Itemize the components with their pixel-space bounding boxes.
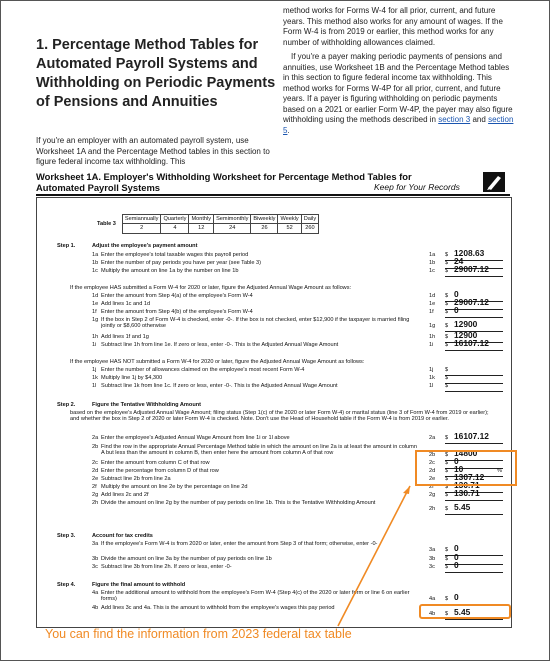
- line-text: Subtract line 1h from line 1e. If zero or less, enter -0-. This is the Adjusted Annual Wage Amount: [101, 342, 339, 348]
- box-number: 1i: [429, 342, 434, 348]
- dollar-sign: $: [445, 309, 449, 315]
- table-3-header: Quarterly: [161, 215, 189, 224]
- line-number: 1j: [92, 367, 97, 373]
- line-text: Figure the final amount to withhold: [92, 582, 186, 588]
- line-text: Add lines 2c and 2f: [101, 492, 149, 498]
- box-number: 3a: [429, 547, 436, 553]
- box-number: 3b: [429, 556, 436, 562]
- box-number: 1k: [429, 375, 435, 381]
- table-3-header: Monthly: [189, 215, 214, 224]
- line-number: 1d: [92, 293, 99, 299]
- dollar-sign: $: [445, 342, 449, 348]
- answer-value: 130.71: [454, 488, 480, 498]
- section-heading: 1. Percentage Method Tables for Automated Payroll Systems and Withholding on Periodic Payments of Pensions and Annuities: [36, 37, 276, 110]
- answer-value: 5.45: [454, 607, 471, 617]
- line-number: 2f: [92, 484, 97, 490]
- line-text: Multiply line 1j by $4,300: [101, 375, 163, 381]
- box-number: 1e: [429, 301, 436, 307]
- line-number: 1b: [92, 260, 99, 266]
- dollar-sign: $: [445, 252, 449, 258]
- box-number: 1f: [429, 309, 434, 315]
- answer-value: 130.71: [454, 480, 480, 490]
- line-number: 1l: [92, 383, 97, 389]
- table-3-header: Biweekly: [251, 215, 278, 224]
- box-number: 2f: [429, 484, 434, 490]
- line-number: 4b: [92, 605, 99, 611]
- step-label: Step 2.: [57, 402, 76, 408]
- box-number: 2e: [429, 476, 436, 482]
- dollar-sign: $: [445, 556, 449, 562]
- line-number: 2c: [92, 460, 98, 466]
- step-label: Step 4.: [57, 582, 76, 588]
- answer-value: 12900: [454, 330, 478, 340]
- line-text: If the employee's Form W-4 is from 2020 or later, enter the amount from Step 3 of that form; otherwise, enter -0-: [101, 541, 378, 547]
- line-text: Enter the additional amount to withhold from the employee's Form W-4 (Step 4(c) of the 2020 or later form or line 6 on earlier forms): [101, 590, 410, 603]
- answer-value: 10: [454, 464, 464, 474]
- line-text: If the box in Step 2 of Form W-4 is checked, enter -0-. If the box is not checked, enter $12,900 if the taxpayer is married filing jointly or $8,600 otherwise: [101, 317, 410, 330]
- answer-value: 0: [454, 289, 459, 299]
- line-text: Account for tax credits: [92, 533, 153, 539]
- line-number: 1g: [92, 317, 99, 323]
- line-text: Add lines 3c and 4a. This is the amount to withhold from the employee's wages this pay period: [101, 605, 335, 611]
- box-number: 2d: [429, 468, 436, 474]
- box-number: 2b: [429, 452, 436, 458]
- dollar-sign: $: [445, 492, 449, 498]
- line-number: 1f: [92, 309, 97, 315]
- line-number: 2d: [92, 468, 99, 474]
- line-number: 2e: [92, 476, 99, 482]
- box-number: 2c: [429, 460, 435, 466]
- section-3-link[interactable]: section 3: [438, 115, 471, 124]
- line-text: Enter the employee's Adjusted Annual Wage Amount from line 1i or 1l above: [101, 435, 290, 441]
- line-text: Enter the percentage from column D of that row: [101, 468, 219, 474]
- line-number: 3a: [92, 541, 99, 547]
- line-number: 3b: [92, 556, 99, 562]
- answer-value: 14800: [454, 448, 478, 458]
- answer-value: 1307.12: [454, 472, 485, 482]
- table-3-header: Daily: [301, 215, 318, 224]
- line-text: Subtract line 2b from line 2a: [101, 476, 171, 482]
- line-number: 2a: [92, 435, 99, 441]
- box-number: 1b: [429, 260, 436, 266]
- dollar-sign: $: [445, 468, 449, 474]
- table-3-value: 4: [161, 224, 189, 233]
- line-number: 1e: [92, 301, 99, 307]
- dollar-sign: $: [445, 383, 449, 389]
- line-text: If the employee HAS submitted a Form W-4 for 2020 or later, figure the Adjusted Annual Wage Amount as follows:: [70, 285, 352, 291]
- line-number: 1h: [92, 334, 99, 340]
- table-3-label: Table 3: [97, 220, 116, 227]
- dollar-sign: $: [445, 334, 449, 340]
- dollar-sign: $: [445, 375, 449, 381]
- table-3-value: 24: [214, 224, 251, 233]
- dollar-sign: $: [445, 484, 449, 490]
- intro-paragraph: If you're an employer with an automated payroll system, use Worksheet 1A and the Percentage Method tables in this section to figure federal income tax withholding. This: [36, 136, 270, 166]
- line-text: Multiply the amount on line 2e by the percentage on line 2d: [101, 484, 248, 490]
- line-text: based on the employee's Adjusted Annual Wage Amount; filing status (Step 1(c) of the 2020 or later Form W-4) or marital status (line 3 of Form W-4 from 2019 or earlier); and whether the box in Step 2 of 2020 or later Form W-4 is checked. Note. Don't use the Head of Household table if the Form W-4 is from 2019 or earlier.: [70, 410, 489, 423]
- period-text: .: [287, 125, 290, 135]
- box-number: 4a: [429, 596, 436, 602]
- dollar-sign: $: [445, 547, 449, 553]
- line-text: Find the row in the appropriate Annual Percentage Method table in which the amount on line 2a is at least the amount in column A but less than the amount in column B, then enter here the amount from column A of that row: [101, 444, 417, 457]
- answer-value: 0: [454, 552, 459, 562]
- dollar-sign: $: [445, 452, 449, 458]
- answer-value: 0: [454, 543, 459, 553]
- dollar-sign: $: [445, 476, 449, 482]
- answer-value: 29007.12: [454, 264, 489, 274]
- box-number: 3c: [429, 564, 435, 570]
- line-text: Subtract line 3b from line 2h. If zero or less, enter -0-: [101, 564, 232, 570]
- answer-value: 24: [454, 256, 464, 266]
- dollar-sign: $: [445, 596, 449, 602]
- answer-value: 16107.12: [454, 431, 489, 441]
- line-number: 2b: [92, 444, 99, 450]
- line-text: Enter the number of allowances claimed on the employee's most recent Form W-4: [101, 367, 305, 373]
- dollar-sign: $: [445, 460, 449, 466]
- answer-value: 16107.12: [454, 338, 489, 348]
- step-label: Step 3.: [57, 533, 76, 539]
- dollar-sign: $: [445, 564, 449, 570]
- box-number: 1g: [429, 323, 436, 329]
- line-text: Subtract line 1k from line 1c. If zero or less, enter -0-. This is the Adjusted Annual Wage Amount: [101, 383, 338, 389]
- table-3-header: Semiannually: [122, 215, 161, 224]
- dollar-sign: $: [445, 506, 449, 512]
- answer-value: 12900: [454, 319, 478, 329]
- line-text: Enter the number of pay periods you have per year (see Table 3): [101, 260, 262, 266]
- table-3-header: Weekly: [278, 215, 301, 224]
- table-3-value: 26: [251, 224, 278, 233]
- dollar-sign: $: [445, 268, 449, 274]
- table-3-header: Semimonthly: [214, 215, 251, 224]
- line-text: Multiply the amount on line 1a by the number on line 1b: [101, 268, 239, 274]
- dollar-sign: $: [445, 260, 449, 266]
- worksheet-title: Worksheet 1A. Employer's Withholding Worksheet for Percentage Method Tables for Automated Payroll Systems: [36, 171, 412, 193]
- table-3-value: 260: [301, 224, 318, 233]
- table-3-value: 52: [278, 224, 301, 233]
- dollar-sign: $: [445, 301, 449, 307]
- line-text: Enter the employee's total taxable wages this payroll period: [101, 252, 249, 258]
- box-number: 1c: [429, 268, 435, 274]
- line-text: If the employee HAS NOT submitted a Form W-4 for 2020 or later, figure the Adjusted Annual Wage Amount as follows:: [70, 359, 365, 365]
- box-number: 1h: [429, 334, 436, 340]
- answer-value: 5.45: [454, 502, 471, 512]
- line-number: 2h: [92, 500, 99, 506]
- line-text: Add lines 1c and 1d: [101, 301, 151, 307]
- answer-value: 0: [454, 305, 459, 315]
- right-paragraph-1: method works for Forms W-4 for all prior, current, and future years. This method also works for any amount of wages. If the Form W-4 is from 2019 or earlier, this method works for any number of withholding allowances claimed.: [283, 6, 503, 47]
- table-3-value: 12: [189, 224, 214, 233]
- right-paragraph-2-text: If you're a payer making periodic payments of pensions and annuities, use Worksheet 1B and the Percentage Method tables in this section to figure federal income tax withholding. This method works for Forms W-4P for all prior, current, and future years. If a payer is figuring withholding on periodic payments based on a 2021 or earlier Form W-4P, the payer may also figure withholding using the methods described in: [283, 52, 513, 124]
- answer-value: 29007.12: [454, 297, 489, 307]
- dollar-sign: $: [445, 367, 449, 373]
- box-number: 1l: [429, 383, 434, 389]
- dollar-sign: $: [445, 611, 449, 617]
- line-text: Enter the amount from Step 4(b) of the employee's Form W-4: [101, 309, 253, 315]
- box-number: 2g: [429, 492, 436, 498]
- dollar-sign: $: [445, 293, 449, 299]
- box-number: 4b: [429, 611, 436, 617]
- keep-records-label: Keep for Your Records: [374, 182, 460, 192]
- table-3-value: 2: [122, 224, 161, 233]
- line-text: Divide the amount on line 3a by the number of pay periods on line 1b: [101, 556, 272, 562]
- line-text: Enter the amount from column C of that row: [101, 460, 210, 466]
- line-number: 3c: [92, 564, 98, 570]
- line-number: 1i: [92, 342, 97, 348]
- line-text: Divide the amount on line 2g by the number of pay periods on line 1b. This is the Tentative Withholding Amount: [101, 500, 376, 506]
- line-number: 2g: [92, 492, 99, 498]
- step-label: Step 1.: [57, 243, 76, 249]
- line-number: 1a: [92, 252, 99, 258]
- line-text: Enter the amount from Step 4(a) of the employee's Form W-4: [101, 293, 253, 299]
- section-5-link[interactable]: section 5: [283, 115, 514, 135]
- line-number: 1k: [92, 375, 98, 381]
- line-number: 4a: [92, 590, 99, 596]
- dollar-sign: $: [445, 323, 449, 329]
- answer-value: 0: [454, 592, 459, 602]
- percent-sign: %: [497, 468, 502, 474]
- line-text: Adjust the employee's payment amount: [92, 243, 198, 249]
- box-number: 1j: [429, 367, 434, 373]
- box-number: 1d: [429, 293, 436, 299]
- dollar-sign: $: [445, 435, 449, 441]
- answer-value: 1208.63: [454, 248, 485, 258]
- box-number: 2a: [429, 435, 436, 441]
- line-number: 1c: [92, 268, 98, 274]
- answer-value: 0: [454, 560, 459, 570]
- and-text: and: [472, 115, 486, 124]
- box-number: 1a: [429, 252, 436, 258]
- line-text: Figure the Tentative Withholding Amount: [92, 402, 202, 408]
- line-text: Add lines 1f and 1g: [101, 334, 149, 340]
- box-number: 2h: [429, 506, 436, 512]
- annotation-note: You can find the information from 2023 federal tax table: [45, 627, 352, 641]
- answer-value: 0: [454, 456, 459, 466]
